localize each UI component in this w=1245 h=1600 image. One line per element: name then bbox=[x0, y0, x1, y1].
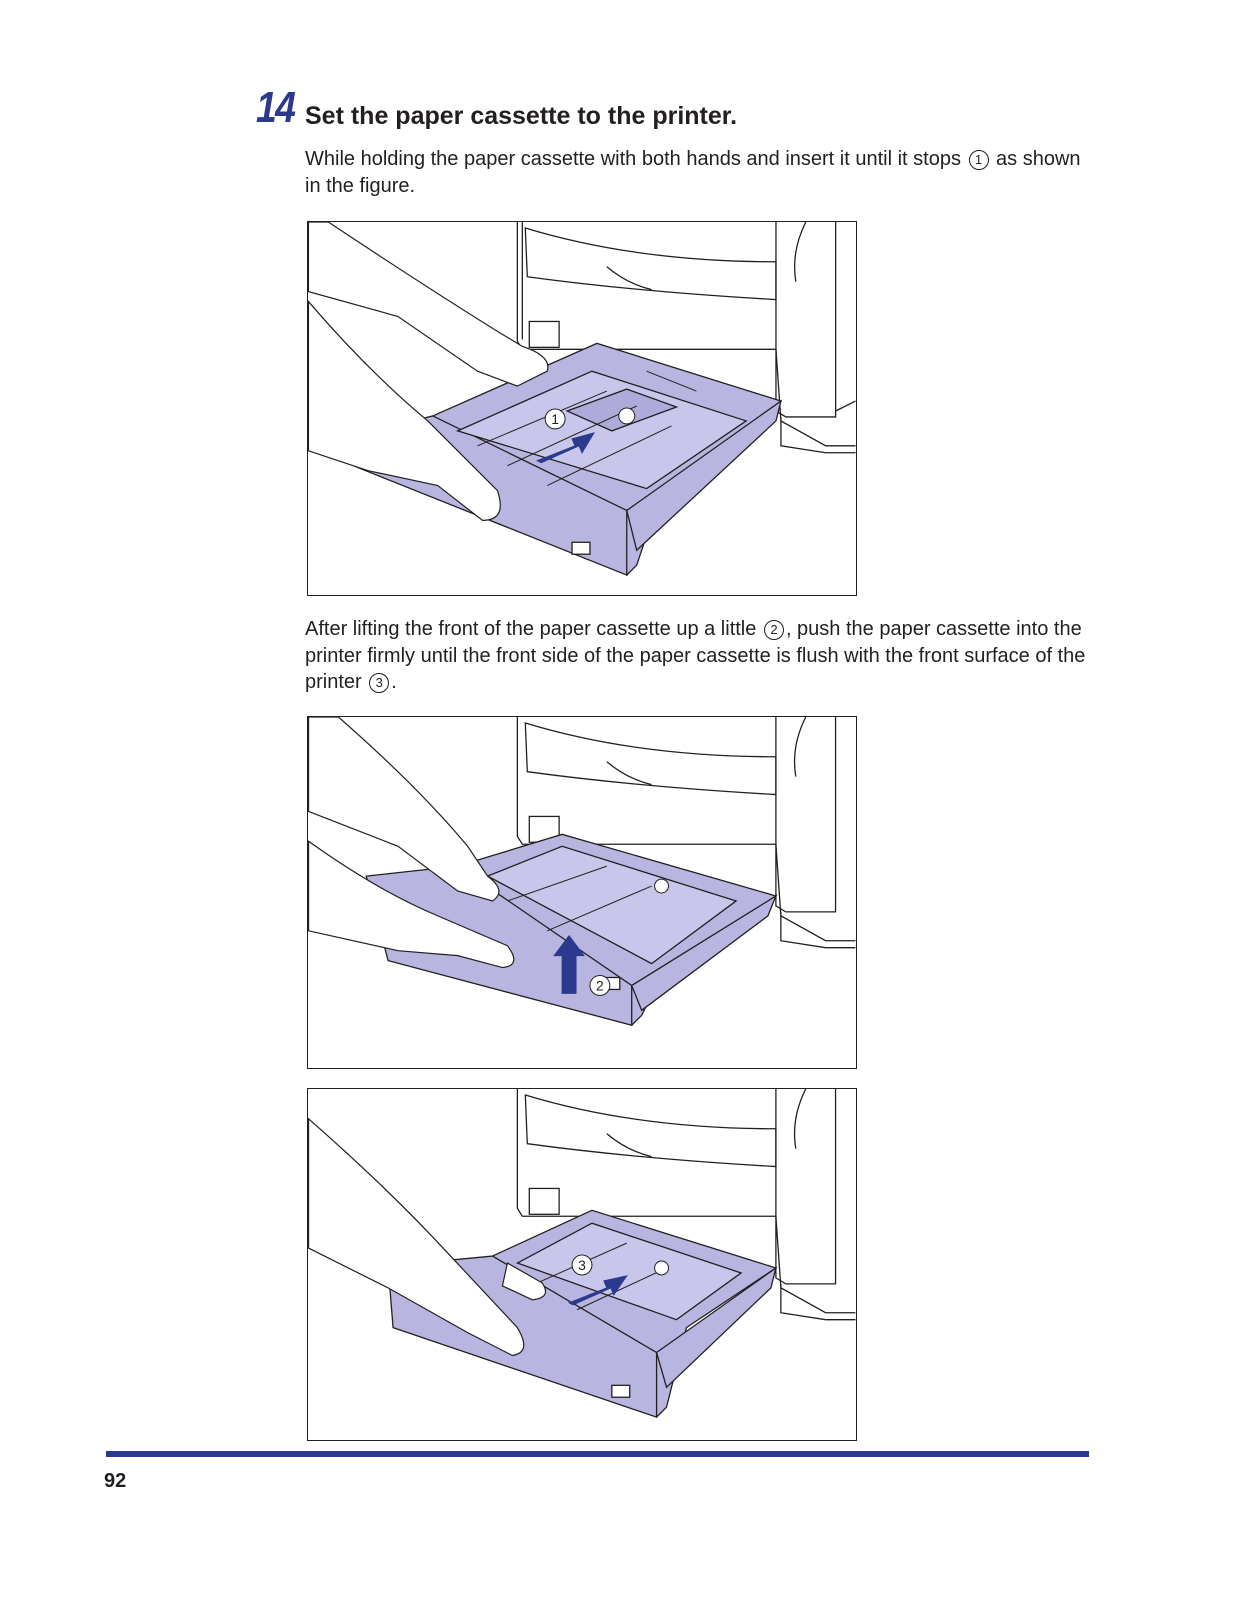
printer-illustration bbox=[308, 717, 856, 1068]
figure-insert-cassette bbox=[307, 221, 857, 596]
paragraph-text: as shown in the figure. bbox=[305, 148, 1081, 197]
instruction-paragraph-2 bbox=[305, 616, 1095, 696]
paragraph-text: While holding the paper cassette with both hands and insert it until it stops bbox=[305, 148, 967, 170]
instruction-paragraph-1 bbox=[305, 146, 1095, 199]
figure-callout: 3 bbox=[578, 1256, 586, 1273]
footer-divider bbox=[106, 1451, 1089, 1457]
page-number: 92 bbox=[104, 1470, 127, 1492]
paragraph-text: , push the paper cassette into the printer firmly until the front side of the paper cassette is flush with the front surface of the printer bbox=[305, 618, 1086, 693]
circled-number-marker: 1 bbox=[969, 150, 989, 170]
figure-push-cassette-flush bbox=[307, 1088, 857, 1441]
step-number: 14 bbox=[256, 83, 295, 132]
figure-lift-cassette bbox=[307, 716, 857, 1069]
paragraph-text: . bbox=[391, 671, 397, 693]
paragraph-text: After lifting the front of the paper cassette up a little bbox=[305, 618, 762, 640]
printer-illustration bbox=[308, 1089, 856, 1440]
circled-number-marker: 3 bbox=[369, 673, 389, 693]
figure-callout: 1 bbox=[551, 410, 560, 427]
circled-number-marker: 2 bbox=[764, 620, 784, 640]
step-title: Set the paper cassette to the printer. bbox=[305, 102, 738, 130]
printer-illustration bbox=[308, 222, 856, 595]
figure-callout: 2 bbox=[596, 977, 604, 994]
